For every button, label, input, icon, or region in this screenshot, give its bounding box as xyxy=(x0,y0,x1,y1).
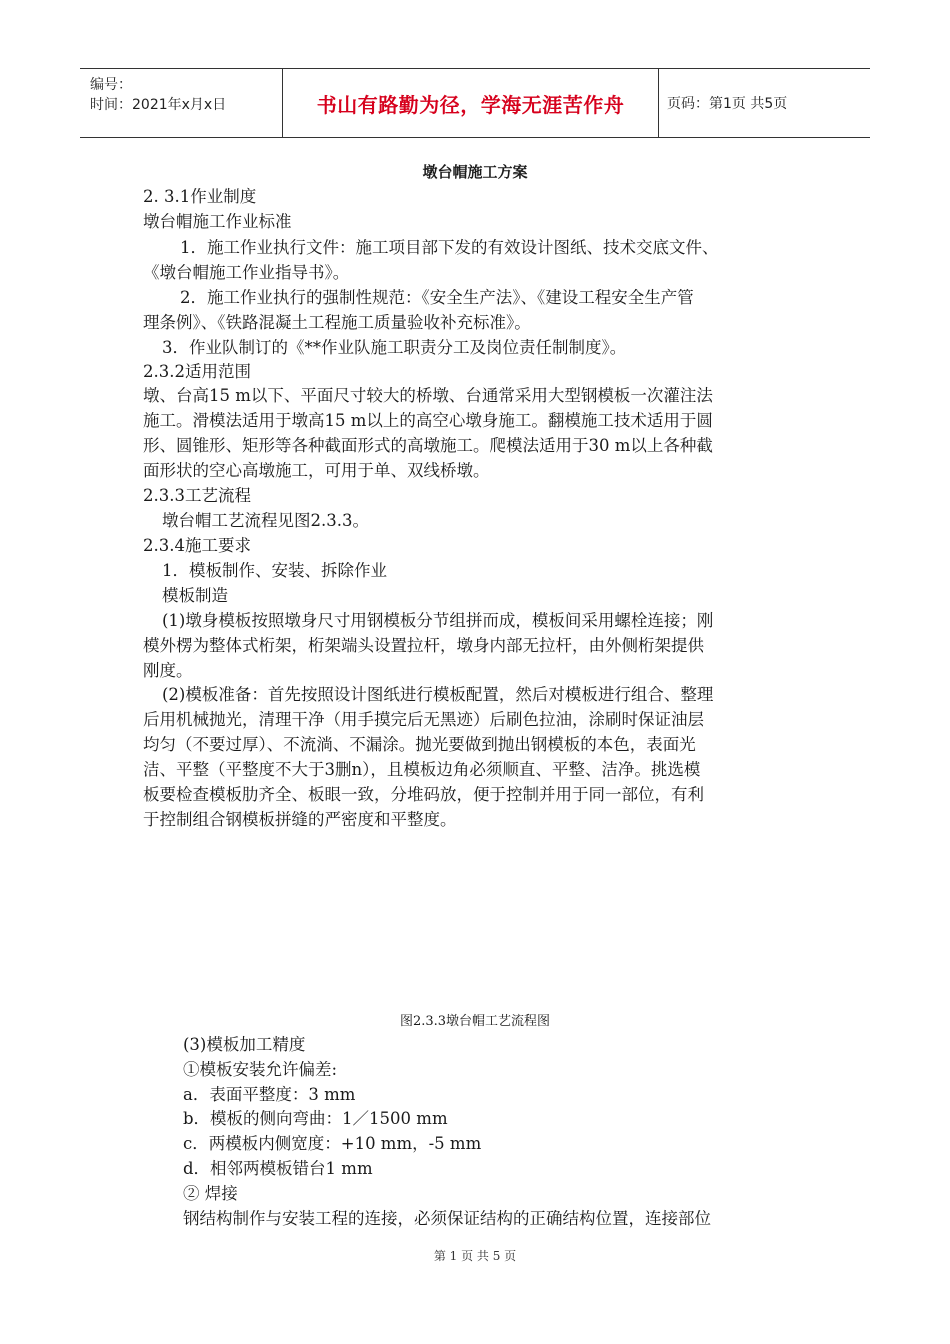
paragraph-line: 墩台帽施工作业标准 xyxy=(143,212,292,231)
section-heading: 2. 3.1作业制度 xyxy=(143,187,257,206)
paragraph-line: 2．施工作业执行的强制性规范：《安全生产法》、《建设工程安全生产管 xyxy=(180,288,694,307)
document-title: 墩台帽施工方案 xyxy=(422,163,528,181)
page-footer: 第 1 页 共 5 页 xyxy=(433,1249,517,1263)
paragraph-line: 墩台帽工艺流程见图2.3.3。 xyxy=(162,511,369,530)
paragraph-line: ② 焊接 xyxy=(183,1184,238,1203)
paragraph-line: c．两模板内侧宽度：+10 mm，-5 mm xyxy=(183,1134,482,1153)
paragraph-line: 3．作业队制订的《**作业队施工职责分工及岗位责任制制度》。 xyxy=(162,338,627,357)
section-heading: 2.3.2适用范围 xyxy=(143,362,251,381)
paragraph-line: 墩、台高15 m以下、平面尺寸较大的桥墩、台通常采用大型钢模板一次灌注法 xyxy=(143,386,713,405)
paragraph-line: 《墩台帽施工作业指导书》。 xyxy=(143,263,350,282)
paragraph-line: 于控制组合钢模板拼缝的严密度和平整度。 xyxy=(143,810,457,829)
paragraph-line: 理条例》、《铁路混凝土工程施工质量验收补充标准》。 xyxy=(143,313,531,332)
page-header xyxy=(80,68,870,138)
paragraph-line: 洁、平整（平整度不大于3删n），且模板边角必须顺直、平整、洁净。挑选模 xyxy=(143,760,701,779)
header-meta xyxy=(80,69,282,137)
paragraph-line: 均匀（不要过厚）、不流淌、不漏涂。抛光要做到抛出钢模板的本色，表面光 xyxy=(143,735,696,754)
paragraph-line: 模外楞为整体式桁架，桁架端头设置拉杆，墩身内部无拉杆，由外侧桁架提供 xyxy=(143,636,704,655)
document-date: 时间：2021年x月x日 xyxy=(90,97,227,113)
document-number-label: 编号： xyxy=(90,77,132,93)
paragraph-line: (2)模板准备：首先按照设计图纸进行模板配置，然后对模板进行组合、整理 xyxy=(162,685,714,704)
paragraph-line: 钢结构制作与安装工程的连接，必须保证结构的正确结构位置，连接部位 xyxy=(183,1209,711,1228)
paragraph-line: 1．模板制作、安装、拆除作业 xyxy=(162,561,387,580)
paragraph-line: (3)模板加工精度 xyxy=(183,1035,306,1054)
paragraph-line: 施工。滑模法适用于墩高15 m以上的高空心墩身施工。翻模施工技术适用于圆 xyxy=(143,411,713,430)
paragraph-line: d．相邻两模板错台1 mm xyxy=(183,1159,373,1178)
paragraph-line: 刚度。 xyxy=(143,661,193,680)
paragraph-line: 形、圆锥形、矩形等各种截面形式的高墩施工。爬模法适用于30 m以上各种截 xyxy=(143,436,713,455)
paragraph-line: ①模板安装允许偏差: xyxy=(183,1060,338,1079)
paragraph-line: a．表面平整度：3 mm xyxy=(183,1085,356,1104)
paragraph-line: 面形状的空心高墩施工，可用于单、双线桥墩。 xyxy=(143,461,490,480)
figure-caption: 图2.3.3墩台帽工艺流程图 xyxy=(399,1014,551,1029)
header-motto: 书山有路勤为径，学海无涯苦作舟 xyxy=(282,69,659,137)
header-page-info: 页码：第1页 共5页 xyxy=(667,96,788,112)
paragraph-line: b．模板的侧向弯曲：1／1500 mm xyxy=(183,1109,448,1128)
paragraph-line: 板要检查模板肋齐全、板眼一致，分堆码放，便于控制并用于同一部位，有利 xyxy=(143,785,704,804)
paragraph-line: 1．施工作业执行文件：施工项目部下发的有效设计图纸、技术交底文件、 xyxy=(180,238,719,257)
section-heading: 2.3.4施工要求 xyxy=(143,536,251,555)
paragraph-line: 后用机械抛光，清理干净（用手摸完后无黑迹）后刷色拉油，涂刷时保证油层 xyxy=(143,710,704,729)
section-heading: 2.3.3工艺流程 xyxy=(143,486,251,505)
paragraph-line: 模板制造 xyxy=(162,586,228,605)
paragraph-line: (1)墩身模板按照墩身尺寸用钢模板分节组拼而成，模板间采用螺栓连接；刚 xyxy=(162,611,714,630)
